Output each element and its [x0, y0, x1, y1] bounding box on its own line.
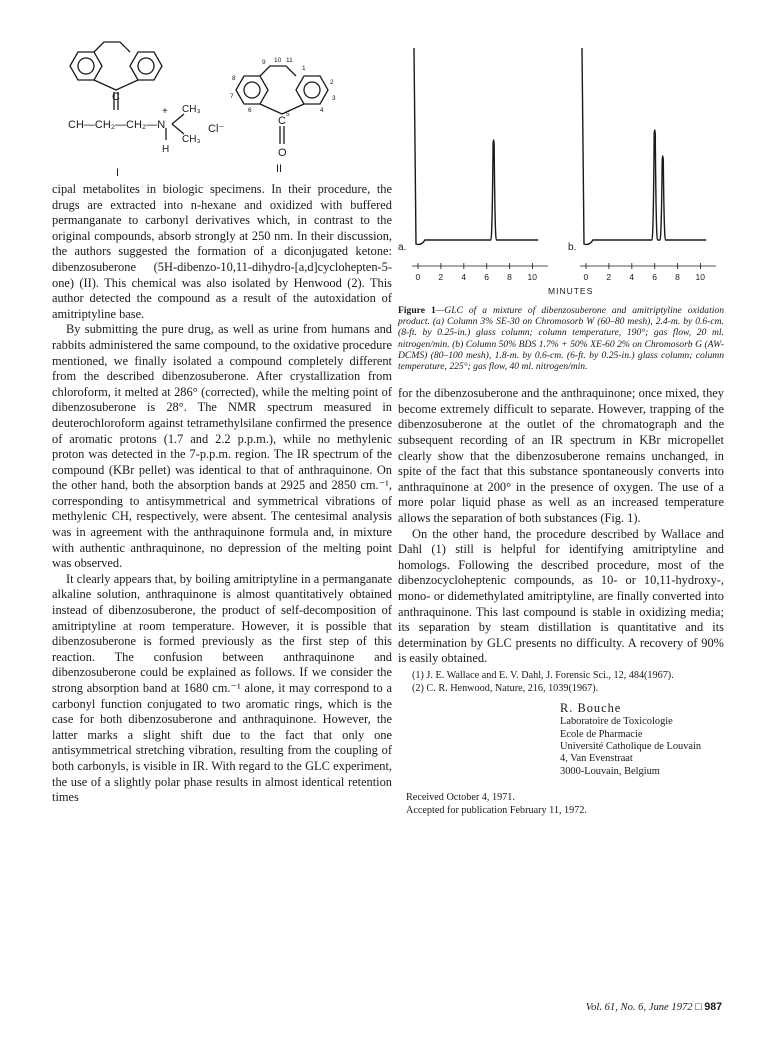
- benzene-ring-right-2: [296, 76, 328, 104]
- struct1-ch3-top: CH₃: [182, 104, 201, 115]
- chloride-ion: Cl⁻: [208, 123, 225, 135]
- publication-dates: [406, 792, 724, 817]
- aromatic-circle-left-2: [244, 82, 260, 98]
- struct1-carbon: C: [112, 91, 120, 103]
- structure-drawing: [52, 40, 392, 182]
- tick-label: 4: [461, 272, 467, 282]
- ring-number: 4: [320, 107, 324, 114]
- chromatogram-trace-a: [414, 48, 538, 245]
- tick-label: 6: [652, 272, 657, 282]
- tick-label: 8: [675, 272, 680, 282]
- received-date: Received October 4, 1971.: [406, 792, 515, 804]
- paragraph: On the other hand, the procedure described by Wallace and Dahl (1) still is helpful for identifying amitriptyline and homologs. Following the described procedure, most of the dibenzocycloheptenic compounds, as 10- or 10,11-hydroxy-, mono- or didemethylated amitriptyline, are finally converted into anthraquinone. This last compound is stable in oxidizing media; its separation by steam distillation is quantitative and its determination by GLC presents no difficulty. A recovery of 90% is easily obtained.: [398, 526, 724, 666]
- struct2-label: II: [276, 163, 283, 175]
- struct1-plus: +: [162, 106, 168, 117]
- affiliation: [560, 716, 724, 778]
- struct1-h: H: [162, 144, 170, 155]
- affiliation-line: Université Catholique de Louvain: [560, 740, 702, 752]
- page-footer: [586, 1001, 722, 1013]
- reference: (2) C. R. Henwood, Nature, 216, 1039(1967).: [412, 682, 599, 694]
- paragraph: for the dibenzosuberone and the anthraquinone; once mixed, they become extremely difficult to separate. However, trapping of the dibenzosuberone at the outlet of the chromatograph and the subsequent recording of an IR spectrum in KBr micropellet clearly show that the dibenzosuberone remains unchanged, in spite of the fact that this substance spontaneously converts into anthraquinone at 200° in the presence of oxygen. The use of a more polar liquid phase as well as an increased temperature allows the separation of both substances (Fig. 1).: [398, 386, 724, 525]
- reference: (1) J. E. Wallace and E. V. Dahl, J. Forensic Sci., 12, 484(1967).: [412, 669, 674, 681]
- ring-number: 8: [232, 75, 236, 82]
- tick-label: 10: [527, 272, 538, 282]
- struct2-carbon: C: [278, 115, 286, 127]
- right-column: [398, 40, 724, 817]
- panel-b-label: b.: [568, 242, 577, 253]
- ring-number: 7: [230, 93, 234, 100]
- tick-label: 6: [484, 272, 489, 282]
- chromatogram-trace-b: [582, 48, 706, 245]
- affiliation-line: Ecole de Pharmacie: [560, 728, 643, 740]
- n-ch3-bond-top: [172, 114, 184, 124]
- ring-number: 5: [286, 111, 290, 118]
- tick-label: 0: [583, 272, 589, 282]
- aromatic-circle-right-2: [304, 82, 320, 98]
- benzene-ring-left-1: [70, 52, 102, 80]
- accepted-date: Accepted for publication February 11, 1972.: [406, 804, 587, 816]
- benzene-ring-left-2: [236, 76, 268, 104]
- chromatogram: [398, 40, 724, 298]
- left-column: [52, 40, 392, 806]
- ring-number: 6: [248, 107, 252, 114]
- caption-text: —GLC of a mixture of dibenzosuberone and amitriptyline oxidation product. (a) Column 3% SE-30 on Chromosorb W (60–80 mesh), 2.4-m. by 0.6-cm. (8-ft. by 0.25-in.) glass column; column temperature, 190°; gas flow, 20 ml. nitrogen/min. (b) Column 50% BDS 1.7% + 50% XE-60 2% on Chromosorb G (AW-DCMS) (80–100 mesh), 1.8-m. by 0.6-cm. (6-ft. by 0.25-in.) glass column; column temperature, 225°; gas flow, 40 ml. nitrogen/min.: [398, 305, 724, 373]
- ethylene-bridge-1: [94, 42, 130, 52]
- right-body-text: [398, 386, 724, 667]
- ring-number: 3: [332, 95, 336, 102]
- aromatic-circle-left-1: [78, 58, 94, 74]
- affiliation-line: 3000-Louvain, Belgium: [560, 765, 660, 777]
- affiliation-line: 4, Van Evenstraat: [560, 753, 633, 765]
- references: [398, 670, 724, 695]
- ketone-bridge-2: [260, 104, 304, 114]
- ring-number: 2: [330, 79, 334, 86]
- box-glyph: □: [695, 1002, 702, 1013]
- figure-1: [398, 40, 724, 372]
- struct1-ch3-bottom: CH₃: [182, 134, 201, 145]
- ring-number: 9: [262, 59, 266, 66]
- tick-label: 2: [438, 272, 444, 282]
- author-name: R. Bouche: [560, 701, 622, 716]
- ethylene-bridge-2: [260, 66, 296, 76]
- tick-label: 2: [606, 272, 612, 282]
- panel-a-label: a.: [398, 242, 407, 253]
- x-axis-label: MINUTES: [548, 286, 594, 296]
- left-body-text: [52, 182, 392, 806]
- page-number: 987: [704, 1001, 722, 1013]
- benzene-ring-right-1: [130, 52, 162, 80]
- n-ch3-bond-bottom: [172, 124, 184, 134]
- aromatic-circle-right-1: [138, 58, 154, 74]
- ring-number: 11: [286, 57, 293, 64]
- chemical-structures: [52, 40, 392, 182]
- ring-number: 10: [274, 57, 282, 64]
- struct1-label: I: [116, 167, 120, 179]
- tick-label: 4: [629, 272, 635, 282]
- paragraph: cipal metabolites in biologic specimens. In their procedure, the drugs are extracted into n-hexane and oxidized with buffered permanganate to carbonyl derivatives which, in contrast to the original compounds, absorb strongly at 250 nm. In their discussion, the authors suggested the formation of a diconjugated ketone: dibenzosuberone (5H-dibenzo-10,11-dihydro-[a,d]cyclohepten-5-one) (II). This chemical was also isolated by Henwood (2). This author detected the compound as a result of the autoxidation of amitriptyline base.: [52, 182, 392, 321]
- tick-label: 10: [695, 272, 706, 282]
- tick-label: 0: [415, 272, 421, 282]
- paragraph: It clearly appears that, by boiling amitriptyline in a permanganate alkaline solution, anthraquinone is almost quantitatively obtained instead of dibenzosuberone, the product of self-decomposition of amitriptyline at room temperature. However, it is possible that dibenzosuberone is formed previously as the first step of this reaction. The confusion between anthraquinone and dibenzosuberone could be explained as follows. If we consider the strong absorption band at 1680 cm.⁻¹ alone, it may correspond to a carbonyl function conjugated to two aromatic rings, which is the case for both dibenzosuberone and anthraquinone. However, the latter marks a slight shift due to the fact that only one antisymmetrical stretching vibration, resulting from the coupling of both carbonyls, is visible in IR. With regard to the GLC experiment, the use of a slightly polar phase results in almost identical retention times: [52, 571, 392, 805]
- caption-lead: Figure 1: [398, 305, 436, 316]
- affiliation-line: Laboratoire de Toxicologie: [560, 716, 673, 728]
- struct2-oxygen: O: [278, 147, 287, 159]
- struct1-chain: CH—CH₂—CH₂—N: [68, 119, 166, 131]
- figure-caption: [398, 305, 724, 372]
- journal-citation: Vol. 61, No. 6, June 1972: [585, 1002, 693, 1013]
- ketone-bridge-1: [94, 80, 138, 90]
- paragraph: By submitting the pure drug, as well as urine from humans and rabbits administered the same compound, to the oxidative procedure mentioned, we finally isolated a compound completely different from the described dibenzosuberone. After crystallization from chloroform, it melted at 286° (corrected), while the melting point of dibenzosuberone is 28°. The NMR spectrum measured in deuterochloroform against tetramethylsilane confirmed the presence of aromatic protons (1.7 and 2.2 p.p.m.), while no methylenic proton was detected in the 7-p.p.m. region. The IR spectrum of the compound (KBr pellet) was identical to that of anthraquinone. On the other hand, both the absorption bands at 2925 and 2850 cm.⁻¹, corresponding to antisymmetrical and symmetrical vibrations of methylenic CH, respectively, were absent. The centesimal analysis was in agreement with the anthraquinone formula and, in mixture with authentic anthraquinone, no depression of the melting point was observed.: [52, 322, 392, 571]
- ring-number: 1: [302, 65, 306, 72]
- tick-label: 8: [507, 272, 512, 282]
